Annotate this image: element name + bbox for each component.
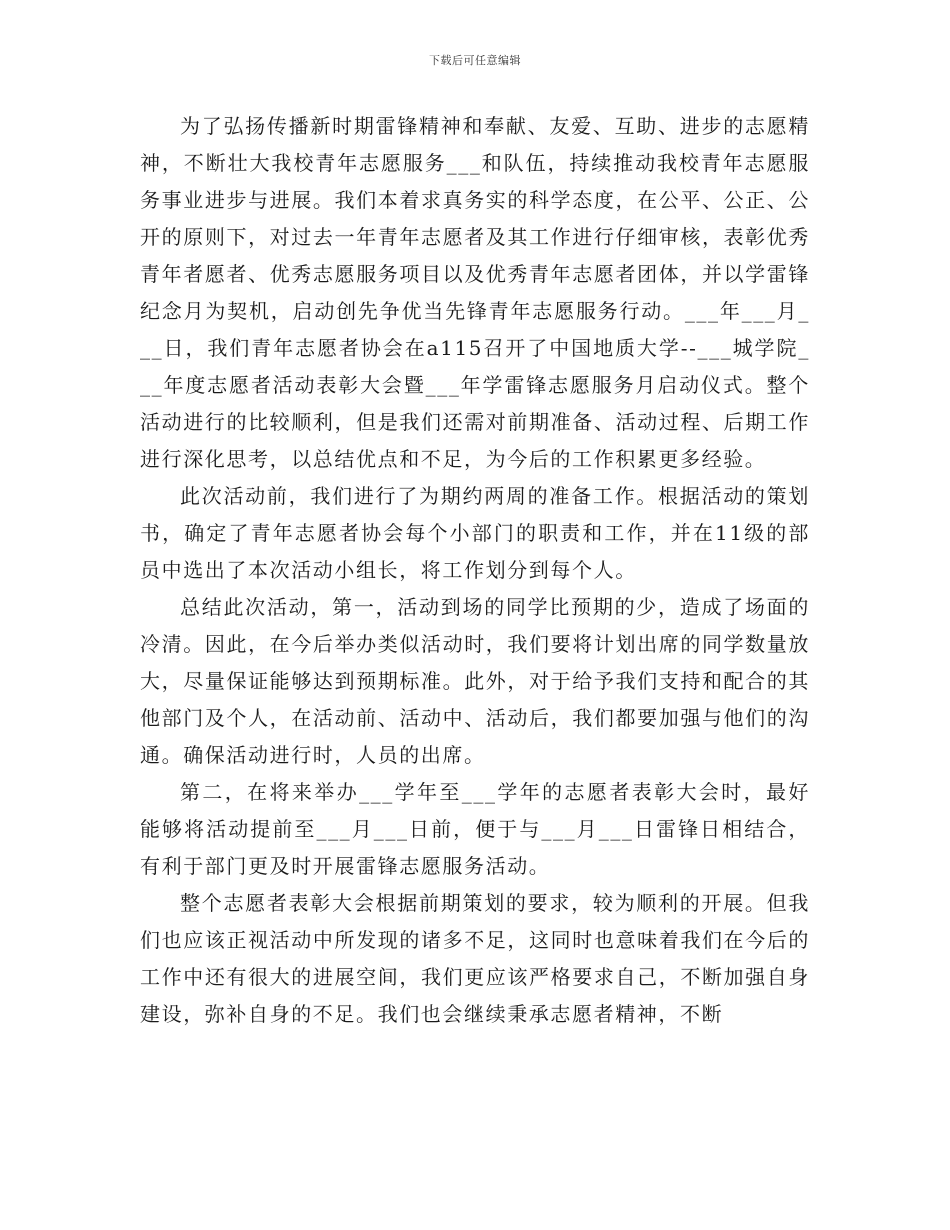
document-body — [140, 108, 810, 1033]
paragraph-intro: 为了弘扬传播新时期雷锋精神和奉献、友爱、互助、进步的志愿精神，不断壮大我校青年志愿服务___和队伍，持续推动我校青年志愿服务事业进步与进展。我们本着求真务实的科学态度，在公平、公正、公开的原则下，对过去一年青年志愿者及其工作进行仔细审核，表彰优秀青年者愿者、优秀志愿服务项目以及优秀青年志愿者团体，并以学雷锋纪念月为契机，启动创先争优当先锋青年志愿服务行动。___年___月___日，我们青年志愿者协会在a115召开了中国地质大学--___城学院___年度志愿者活动表彰大会暨___年学雷锋志愿服务月启动仪式。整个活动进行的比较顺利，但是我们还需对前期准备、活动过程、后期工作进行深化思考，以总结优点和不足，为今后的工作积累更多经验。 — [140, 114, 810, 471]
paragraph-conclusion: 整个志愿者表彰大会根据前期策划的要求，较为顺利的开展。但我们也应该正视活动中所发现的诸多不足，这同时也意味着我们在今后的工作中还有很大的进展空间，我们更应该严格要求自己，不断加强自身建设，弥补自身的不足。我们也会继续秉承志愿者精神，不断 — [140, 891, 810, 1026]
paragraph-summary-second: 第二，在将来举办___学年至___学年的志愿者表彰大会时，最好能够将活动提前至___月___日前，便于与___月___日雷锋日相结合，有利于部门更及时开展雷锋志愿服务活动。 — [140, 780, 810, 878]
page-header-note: 下载后可任意编辑 — [429, 54, 521, 67]
paragraph-summary-first: 总结此次活动，第一，活动到场的同学比预期的少，造成了场面的冷清。因此，在今后举办类似活动时，我们要将计划出席的同学数量放大，尽量保证能够达到预期标准。此外，对于给予我们支持和配合的其他部门及个人，在活动前、活动中、活动后，我们都要加强与他们的沟通。确保活动进行时，人员的出席。 — [140, 595, 810, 767]
paragraph-preparation: 此次活动前，我们进行了为期约两周的准备工作。根据活动的策划书，确定了青年志愿者协会每个小部门的职责和工作，并在11级的部员中选出了本次活动小组长，将工作划分到每个人。 — [140, 484, 810, 582]
